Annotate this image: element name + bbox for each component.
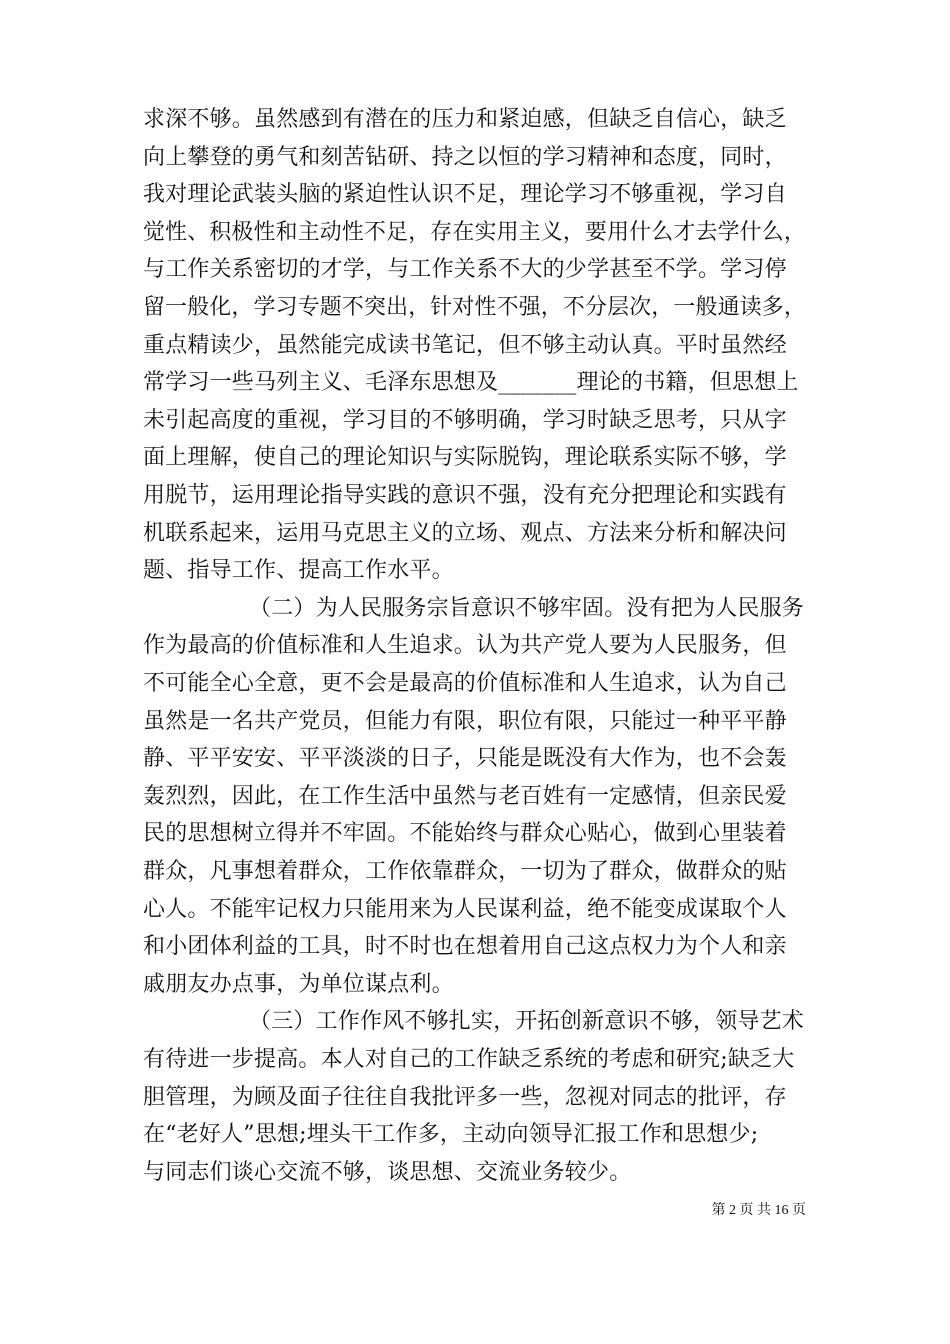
section-heading-line: （三）工作作风不够扎实，开拓创新意识不够，领导艺术 — [249, 1009, 805, 1035]
text-line: 戚朋友办点事，为单位谋点利。 — [143, 971, 454, 997]
text-line: 轰烈烈，因此，在工作生活中虽然与老百姓有一定感情，但亲民爱 — [143, 783, 787, 809]
text-line: 心人。不能牢记权力只能用来为人民谋利益，绝不能变成谋取个人 — [143, 896, 787, 922]
text-line: 面上理解，使自己的理论知识与实际脱钩，理论联系实际不够，学 — [143, 445, 787, 471]
text-line: 留一般化，学习专题不突出，针对性不强，不分层次，一般通读多， — [143, 295, 807, 320]
text-line: 和小团体利益的工具，时不时也在想着用自己这点权力为个人和亲 — [143, 934, 787, 960]
page-number-footer: 第 2 页 共 16 页 — [711, 1203, 806, 1218]
text-line: 求深不够。虽然感到有潜在的压力和紧迫感，但缺乏自信心，缺乏 — [143, 107, 787, 132]
text-line: 机联系起来，运用马克思主义的立场、观点、方法来分析和解决问 — [143, 520, 787, 546]
text-line: 重点精读少，虽然能完成读书笔记，但不够主动认真。平时虽然经 — [143, 332, 787, 358]
text-line: 向上攀登的勇气和刻苦钻研、持之以恒的学习精神和态度，同时， — [143, 144, 787, 170]
text-line: 觉性、积极性和主动性不足，存在实用主义，要用什么才去学什么， — [143, 219, 807, 245]
text-line: 作为最高的价值标准和人生追求。认为共产党人要为人民服务，但 — [143, 633, 787, 659]
text-line: 常学习一些马列主义、毛泽东思想及_______理论的书籍，但思想上 — [143, 370, 799, 396]
text-line: 静、平平安安、平平淡淡的日子，只能是既没有大作为，也不会轰 — [143, 746, 787, 772]
text-line: 有待进一步提高。本人对自己的工作缺乏系统的考虑和研究;缺乏大 — [143, 1047, 795, 1072]
text-line: 不可能全心全意，更不会是最高的价值标准和人生追求，认为自己 — [143, 671, 787, 696]
text-line: 我对理论武装头脑的紧迫性认识不足，理论学习不够重视，学习自 — [143, 182, 787, 208]
text-line: 民的思想树立得并不牢固。不能始终与群众心贴心，做到心里装着 — [143, 821, 787, 847]
text-line: 与同志们谈心交流不够，谈思想、交流业务较少。 — [143, 1159, 632, 1185]
section-heading-line: （二）为人民服务宗旨意识不够牢固。没有把为人民服务 — [249, 595, 805, 621]
text-line: 在“老好人”思想;埋头干工作多，主动向领导汇报工作和思想少; — [143, 1122, 759, 1148]
text-line: 未引起高度的重视，学习目的不够明确，学习时缺乏思考，只从字 — [143, 407, 787, 433]
text-line: 虽然是一名共产党员，但能力有限，职位有限，只能过一种平平静 — [143, 708, 787, 734]
text-line: 用脱节，运用理论指导实践的意识不强，没有充分把理论和实践有 — [143, 483, 787, 508]
text-line: 题、指导工作、提高工作水平。 — [143, 558, 454, 584]
text-line: 群众，凡事想着群众，工作依靠群众，一切为了群众，做群众的贴 — [143, 859, 787, 884]
text-line: 与工作关系密切的才学，与工作关系不大的少学甚至不学。学习停 — [143, 257, 787, 283]
text-line: 胆管理，为顾及面子往往自我批评多一些，忽视对同志的批评，存 — [143, 1084, 787, 1110]
